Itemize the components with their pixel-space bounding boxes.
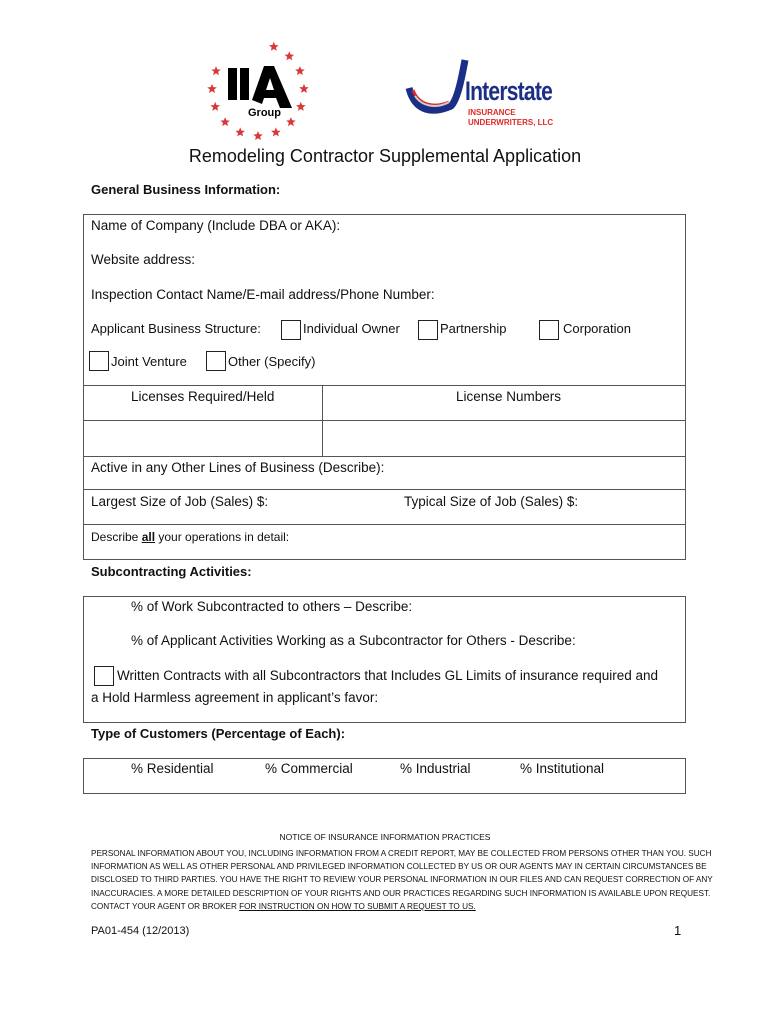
star-icon bbox=[285, 51, 295, 60]
star-icon bbox=[286, 117, 296, 126]
notice-line-5-pre: CONTACT YOUR AGENT OR BROKER bbox=[91, 901, 240, 911]
company-name-field[interactable]: Name of Company (Include DBA or AKA): bbox=[91, 218, 341, 233]
notice-line-1: PERSONAL INFORMATION ABOUT YOU, INCLUDING INFORMATION FROM A CREDIT REPORT, MAY BE COLLECTED FROM PERSONS OTHER THAN YOU. SUCH bbox=[91, 849, 712, 858]
star-icon bbox=[207, 84, 217, 93]
licenses-header: Licenses Required/Held bbox=[131, 389, 275, 404]
joint-venture-label: Joint Venture bbox=[111, 354, 187, 369]
pct-applicant-sub-field[interactable]: % of Applicant Activities Working as a Subcontractor for Others - Describe: bbox=[131, 633, 576, 648]
describe-post: your operations in detail: bbox=[155, 530, 290, 544]
interstate-sub1: INSURANCE bbox=[468, 108, 516, 117]
notice-request-link[interactable]: FOR INSTRUCTION ON HOW TO SUBMIT A REQUEST TO US. bbox=[239, 901, 476, 911]
star-icon bbox=[211, 66, 221, 75]
pct-commercial-field[interactable]: % Commercial bbox=[265, 761, 353, 776]
notice-body bbox=[91, 847, 713, 913]
notice-line-2: INFORMATION AS WELL AS OTHER PERSONAL AND PRIVILEGED INFORMATION COLLECTED BY US OR OUR AGENTS MAY IN CERTAIN CIRCUMSTANCES BE bbox=[91, 862, 707, 872]
interstate-name: Interstate bbox=[465, 76, 553, 106]
star-icon bbox=[269, 42, 279, 51]
interstate-logo bbox=[405, 52, 575, 142]
written-contracts-line1: Written Contracts with all Subcontractors that Includes GL Limits of insurance required and bbox=[117, 668, 659, 683]
star-icon bbox=[295, 66, 305, 75]
pa-group-logo bbox=[200, 36, 320, 146]
star-icon bbox=[253, 131, 262, 140]
star-icon bbox=[296, 102, 306, 111]
other-lines-field[interactable]: Active in any Other Lines of Business (Describe): bbox=[91, 460, 385, 475]
license-numbers-input-cell[interactable] bbox=[323, 421, 685, 456]
notice-line-3: DISCLOSED TO THIRD PARTIES. YOU HAVE THE RIGHT TO REVIEW YOUR PERSONAL INFORMATION IN OUR FILES AND CAN REQUEST CORRECTION OF ANY bbox=[91, 875, 713, 885]
individual-owner-label: Individual Owner bbox=[303, 321, 400, 336]
licenses-top-border bbox=[83, 385, 686, 386]
other-specify-checkbox[interactable] bbox=[206, 351, 226, 371]
job-size-border bbox=[83, 524, 686, 525]
license-numbers-header: License Numbers bbox=[456, 389, 562, 404]
inspection-contact-field[interactable]: Inspection Contact Name/E-mail address/Phone Number: bbox=[91, 287, 435, 302]
written-contracts-checkbox[interactable] bbox=[94, 666, 114, 686]
individual-owner-checkbox[interactable] bbox=[281, 320, 301, 340]
other-specify-label: Other (Specify) bbox=[228, 354, 316, 369]
notice-heading: NOTICE OF INSURANCE INFORMATION PRACTICES bbox=[279, 832, 491, 842]
describe-all: all bbox=[141, 530, 156, 544]
partnership-label: Partnership bbox=[440, 321, 507, 336]
star-icon bbox=[220, 117, 230, 126]
page-title: Remodeling Contractor Supplemental Application bbox=[188, 146, 582, 166]
business-structure-label: Applicant Business Structure: bbox=[91, 321, 261, 336]
licenses-input-cell[interactable] bbox=[84, 421, 321, 456]
page-number: 1 bbox=[674, 923, 682, 938]
joint-venture-checkbox[interactable] bbox=[89, 351, 109, 371]
subcontracting-heading: Subcontracting Activities: bbox=[91, 564, 252, 579]
notice-line-4: INACCURACIES. A MORE DETAILED DESCRIPTION OF YOUR RIGHTS AND OUR PRACTICES REGARDING SUCH INFORMATION IS AVAILABLE UPON REQUEST. bbox=[91, 888, 711, 898]
describe-pre: Describe bbox=[91, 530, 142, 544]
largest-job-field[interactable]: Largest Size of Job (Sales) $: bbox=[91, 494, 269, 509]
pct-institutional-field[interactable]: % Institutional bbox=[520, 761, 605, 776]
notice-line-5 bbox=[91, 900, 691, 913]
written-contracts-line2: a Hold Harmless agreement in applicant’s favor: bbox=[91, 690, 379, 705]
website-field[interactable]: Website address: bbox=[91, 252, 196, 267]
pa-group-logo-graphic bbox=[200, 36, 320, 146]
pct-residential-field[interactable]: % Residential bbox=[131, 761, 214, 776]
general-heading: General Business Information: bbox=[91, 182, 281, 197]
corporation-checkbox[interactable] bbox=[539, 320, 559, 340]
star-icon bbox=[210, 102, 220, 111]
pct-subcontracted-field[interactable]: % of Work Subcontracted to others – Describe: bbox=[131, 599, 413, 614]
customers-heading: Type of Customers (Percentage of Each): bbox=[91, 726, 346, 741]
other-lines-border bbox=[83, 489, 686, 490]
corporation-label: Corporation bbox=[563, 321, 631, 336]
form-number: PA01-454 (12/2013) bbox=[91, 925, 190, 937]
licenses-bottom-border bbox=[83, 456, 686, 457]
typical-job-field[interactable]: Typical Size of Job (Sales) $: bbox=[404, 494, 579, 509]
star-icon bbox=[235, 127, 245, 136]
star-icon bbox=[271, 127, 281, 136]
svg-text:Group: Group bbox=[248, 107, 281, 119]
star-icon bbox=[299, 84, 309, 93]
partnership-checkbox[interactable] bbox=[418, 320, 438, 340]
interstate-sub2: UNDERWRITERS, LLC bbox=[468, 118, 554, 127]
describe-operations-field[interactable] bbox=[91, 530, 289, 544]
pct-industrial-field[interactable]: % Industrial bbox=[400, 761, 471, 776]
